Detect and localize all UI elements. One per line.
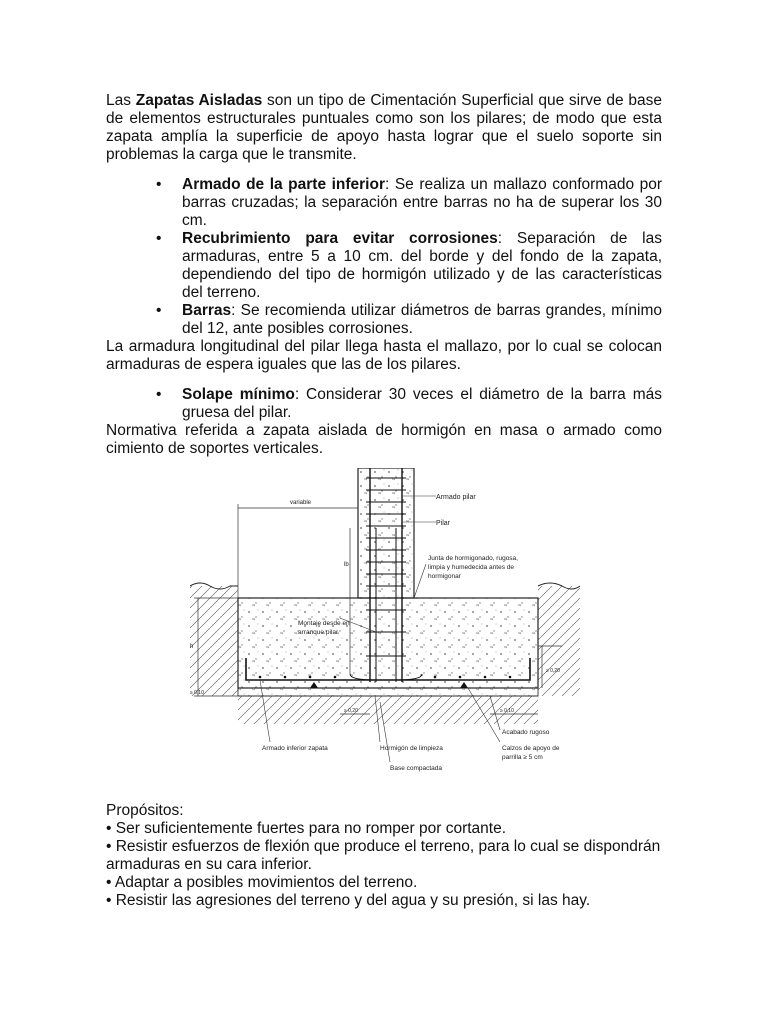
purposes-section [106, 802, 666, 910]
compacted-base [238, 696, 538, 724]
label-dim-lb: lb [344, 562, 349, 568]
list-item [106, 230, 662, 302]
bullet-icon: • [156, 386, 162, 403]
list-item: • Resistir esfuerzos de flexión que produce el terreno, para lo cual se dispondrán armaduras en su cara inferior. [106, 838, 661, 873]
label-dim-020: ≥ 0,20 [344, 708, 358, 714]
label-dim-ge-010: ≥ 0,10 [190, 690, 204, 696]
label-base-compactada: Base compactada [390, 765, 443, 772]
label-junta-2: limpia y humedecida antes de [428, 564, 514, 571]
intro-rest: son un tipo de Cimentación Superficial que sirve de base de elementos estructurales puntuales como son los pilares; de modo que esta zapata amplía la superficie de apoyo hasta lograr que el suelo soporte sin problemas la carga que le transmite. [106, 92, 662, 163]
list-item: • Adaptar a posibles movimientos del terreno. [106, 874, 418, 891]
label-montaje-1: Montaje desde en [298, 620, 350, 627]
footing-block [238, 598, 538, 688]
list-item: • Ser suficientemente fuertes para no romper por cortante. [106, 820, 507, 837]
bullet-term: Solape mínimo [182, 386, 295, 403]
label-montaje-2: arranque pilar [298, 629, 339, 636]
list-item [106, 302, 662, 338]
label-variable: variable [290, 500, 312, 506]
bullet-term: Barras [182, 302, 232, 319]
bullet-text: : Considerar 30 veces el diámetro de la barra más gruesa del pilar. [182, 386, 662, 421]
label-dim-010: ≥ 0,10 [500, 708, 514, 714]
bullet-term: Armado de la parte inferior [182, 176, 385, 193]
label-junta-1: Junta de hormigonado, rugosa, [428, 555, 518, 562]
label-calzos-2: parrilla ≥ 5 cm [502, 754, 543, 761]
lean-concrete [238, 688, 538, 696]
paragraph-normativa: Normativa referida a zapata aislada de hormigón en masa o armado como cimiento de soportes verticales. [106, 422, 662, 457]
label-dim-h: h [190, 644, 194, 650]
label-hormigon-limpieza: Hormigón de limpieza [380, 745, 443, 752]
list-item: • Resistir las agresiones del terreno y del agua y su presión, si las hay. [106, 892, 591, 909]
label-armado-pilar: Armado pilar [436, 494, 476, 501]
bullet-text: : Se realiza un mallazo conformado por barras cruzadas; la separación entre barras no ha de superar los 30 cm. [182, 176, 662, 229]
bullet-list-1 [106, 176, 662, 338]
bullet-icon: • [156, 230, 162, 247]
column [358, 468, 414, 598]
bullet-text: : Separación de las armaduras, entre 5 a 10 cm. del borde y del fondo de la zapata, dependiendo del tipo de hormigón utilizado y de las características del terreno. [182, 230, 662, 301]
label-acabado-rugoso: Acabado rugoso [502, 729, 550, 736]
footing-diagram [190, 468, 580, 778]
bullet-icon: • [156, 302, 162, 319]
label-junta-3: hormigonar [428, 573, 461, 580]
label-armado-inferior: Armado inferior zapata [262, 745, 328, 752]
intro-paragraph [106, 92, 662, 164]
bullet-text: : Se recomienda utilizar diámetros de barras grandes, mínimo del 12, ante posibles corrosiones. [182, 302, 662, 337]
soil-right [538, 586, 580, 696]
list-item [106, 386, 662, 422]
purposes-title: Propósitos: [106, 802, 184, 819]
footing-diagram-svg [190, 468, 580, 778]
bullet-term: Recubrimiento para evitar corrosiones [182, 230, 498, 247]
soil-left [190, 586, 238, 696]
label-calzos-1: Calzos de apoyo de [502, 745, 560, 752]
intro-bold-term: Zapatas Aisladas [135, 92, 263, 109]
document-body [106, 92, 662, 458]
bullet-icon: • [156, 176, 162, 193]
bullet-list-2 [106, 386, 662, 422]
list-item [106, 176, 662, 230]
intro-lead: Las [106, 92, 136, 109]
label-pilar: Pilar [436, 520, 451, 527]
label-dim-ge-020: ≥ 0,20 [546, 668, 560, 674]
paragraph-armadura: La armadura longitudinal del pilar llega hasta el mallazo, por lo cual se colocan armaduras de espera iguales que las de los pilares. [106, 338, 662, 373]
